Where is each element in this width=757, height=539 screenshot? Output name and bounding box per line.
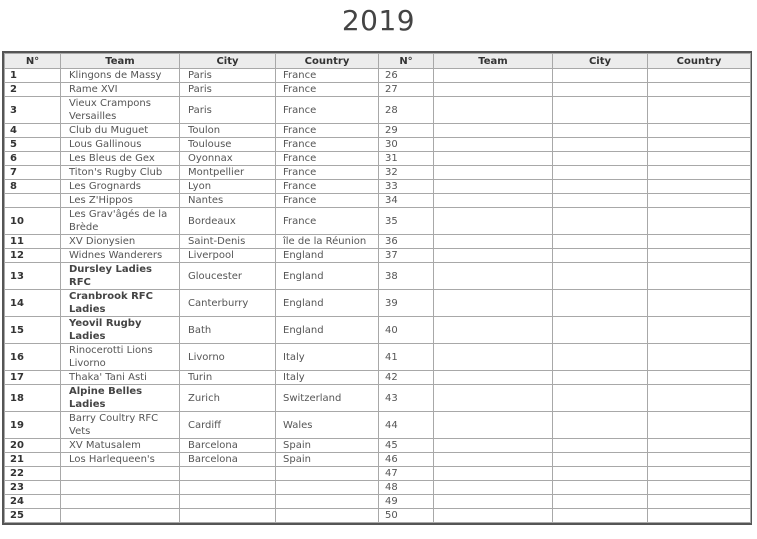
table-row [5, 69, 751, 83]
table-row [5, 344, 751, 371]
table-row [5, 495, 751, 509]
team-name [61, 467, 180, 481]
country-name-2 [648, 263, 751, 290]
country-name-2 [648, 83, 751, 97]
table-row [5, 208, 751, 235]
row-number [5, 194, 61, 208]
team-name: Les Grognards [61, 180, 180, 194]
city-name-2 [553, 124, 648, 138]
row-number: 20 [5, 439, 61, 453]
table-header-row [5, 54, 751, 69]
city-name-2 [553, 166, 648, 180]
header-team-2: Team [434, 54, 553, 69]
country-name: France [276, 152, 379, 166]
city-name-2 [553, 208, 648, 235]
team-name: Cranbrook RFC Ladies [61, 290, 180, 317]
team-name [61, 481, 180, 495]
team-name: Dursley Ladies RFC [61, 263, 180, 290]
city-name [180, 481, 276, 495]
country-name-2 [648, 317, 751, 344]
country-name-2 [648, 495, 751, 509]
row-number: 7 [5, 166, 61, 180]
city-name-2 [553, 481, 648, 495]
row-number-2: 30 [379, 138, 434, 152]
team-name: XV Matusalem [61, 439, 180, 453]
header-city: City [180, 54, 276, 69]
country-name-2 [648, 481, 751, 495]
city-name: Liverpool [180, 249, 276, 263]
city-name-2 [553, 371, 648, 385]
table-row [5, 317, 751, 344]
country-name [276, 467, 379, 481]
city-name: Zurich [180, 385, 276, 412]
country-name: Switzerland [276, 385, 379, 412]
team-name-2 [434, 249, 553, 263]
table-row [5, 152, 751, 166]
city-name-2 [553, 344, 648, 371]
city-name-2 [553, 467, 648, 481]
city-name: Bath [180, 317, 276, 344]
team-name-2 [434, 453, 553, 467]
team-name: Rinocerotti Lions Livorno [61, 344, 180, 371]
country-name: île de la Réunion [276, 235, 379, 249]
city-name-2 [553, 385, 648, 412]
row-number: 8 [5, 180, 61, 194]
city-name: Saint-Denis [180, 235, 276, 249]
city-name: Barcelona [180, 453, 276, 467]
city-name: Oyonnax [180, 152, 276, 166]
row-number: 16 [5, 344, 61, 371]
table-row [5, 138, 751, 152]
table-row [5, 180, 751, 194]
row-number: 11 [5, 235, 61, 249]
city-name: Paris [180, 97, 276, 124]
country-name: England [276, 290, 379, 317]
team-name-2 [434, 208, 553, 235]
row-number-2: 29 [379, 124, 434, 138]
page-title: 2019 [341, 4, 416, 37]
table-row [5, 385, 751, 412]
team-name-2 [434, 467, 553, 481]
country-name-2 [648, 453, 751, 467]
row-number-2: 39 [379, 290, 434, 317]
table-row [5, 371, 751, 385]
team-name: Les Bleus de Gex [61, 152, 180, 166]
city-name-2 [553, 180, 648, 194]
table-row [5, 194, 751, 208]
city-name-2 [553, 263, 648, 290]
country-name-2 [648, 124, 751, 138]
city-name-2 [553, 194, 648, 208]
row-number: 12 [5, 249, 61, 263]
city-name-2 [553, 235, 648, 249]
team-name-2 [434, 509, 553, 523]
country-name-2 [648, 208, 751, 235]
row-number-2: 41 [379, 344, 434, 371]
header-country-2: Country [648, 54, 751, 69]
row-number: 17 [5, 371, 61, 385]
country-name-2 [648, 385, 751, 412]
city-name [180, 509, 276, 523]
team-name [61, 509, 180, 523]
row-number: 14 [5, 290, 61, 317]
row-number: 2 [5, 83, 61, 97]
row-number-2: 40 [379, 317, 434, 344]
country-name: Italy [276, 344, 379, 371]
header-num-2: N° [379, 54, 434, 69]
row-number: 3 [5, 97, 61, 124]
team-name: XV Dionysien [61, 235, 180, 249]
table-row [5, 439, 751, 453]
table-body [5, 69, 751, 523]
row-number-2: 34 [379, 194, 434, 208]
table-row [5, 249, 751, 263]
city-name: Paris [180, 69, 276, 83]
country-name-2 [648, 371, 751, 385]
team-name-2 [434, 69, 553, 83]
country-name-2 [648, 180, 751, 194]
row-number-2: 26 [379, 69, 434, 83]
country-name-2 [648, 509, 751, 523]
city-name [180, 495, 276, 509]
city-name: Cardiff [180, 412, 276, 439]
city-name-2 [553, 495, 648, 509]
team-name-2 [434, 290, 553, 317]
country-name: England [276, 249, 379, 263]
table-row [5, 97, 751, 124]
team-name-2 [434, 385, 553, 412]
row-number-2: 47 [379, 467, 434, 481]
city-name: Livorno [180, 344, 276, 371]
city-name: Gloucester [180, 263, 276, 290]
city-name: Nantes [180, 194, 276, 208]
row-number: 13 [5, 263, 61, 290]
country-name-2 [648, 166, 751, 180]
row-number-2: 48 [379, 481, 434, 495]
city-name: Lyon [180, 180, 276, 194]
header-city-2: City [553, 54, 648, 69]
team-name-2 [434, 371, 553, 385]
row-number-2: 36 [379, 235, 434, 249]
team-name-2 [434, 166, 553, 180]
row-number-2: 49 [379, 495, 434, 509]
row-number: 22 [5, 467, 61, 481]
team-name: Club du Muguet [61, 124, 180, 138]
table-row [5, 124, 751, 138]
team-name-2 [434, 263, 553, 290]
country-name: Wales [276, 412, 379, 439]
table-row [5, 509, 751, 523]
team-name: Barry Coultry RFC Vets [61, 412, 180, 439]
team-name-2 [434, 97, 553, 124]
team-name: Les Grav'âgés de la Brède [61, 208, 180, 235]
city-name: Canterburry [180, 290, 276, 317]
country-name: England [276, 317, 379, 344]
teams-table-frame [2, 51, 752, 525]
table-row [5, 481, 751, 495]
country-name-2 [648, 439, 751, 453]
team-name: Lous Gallinous [61, 138, 180, 152]
row-number: 4 [5, 124, 61, 138]
city-name: Toulon [180, 124, 276, 138]
team-name: Rame XVI [61, 83, 180, 97]
country-name-2 [648, 467, 751, 481]
team-name-2 [434, 344, 553, 371]
row-number-2: 43 [379, 385, 434, 412]
country-name: Italy [276, 371, 379, 385]
country-name: France [276, 124, 379, 138]
team-name: Les Z'Hippos [61, 194, 180, 208]
team-name: Widnes Wanderers [61, 249, 180, 263]
country-name-2 [648, 235, 751, 249]
table-row [5, 166, 751, 180]
table-row [5, 83, 751, 97]
row-number-2: 45 [379, 439, 434, 453]
team-name: Yeovil Rugby Ladies [61, 317, 180, 344]
row-number-2: 35 [379, 208, 434, 235]
team-name-2 [434, 194, 553, 208]
row-number-2: 38 [379, 263, 434, 290]
country-name: England [276, 263, 379, 290]
row-number: 24 [5, 495, 61, 509]
country-name: France [276, 138, 379, 152]
city-name [180, 467, 276, 481]
city-name-2 [553, 138, 648, 152]
country-name-2 [648, 69, 751, 83]
country-name-2 [648, 138, 751, 152]
city-name-2 [553, 97, 648, 124]
table-row [5, 263, 751, 290]
country-name: France [276, 97, 379, 124]
team-name-2 [434, 124, 553, 138]
team-name-2 [434, 412, 553, 439]
country-name: France [276, 83, 379, 97]
country-name: Spain [276, 453, 379, 467]
team-name-2 [434, 235, 553, 249]
city-name-2 [553, 69, 648, 83]
country-name: France [276, 69, 379, 83]
header-num: N° [5, 54, 61, 69]
country-name [276, 495, 379, 509]
team-name-2 [434, 83, 553, 97]
team-name [61, 495, 180, 509]
row-number: 23 [5, 481, 61, 495]
country-name: France [276, 194, 379, 208]
city-name-2 [553, 83, 648, 97]
team-name: Vieux Crampons Versailles [61, 97, 180, 124]
city-name: Barcelona [180, 439, 276, 453]
row-number-2: 37 [379, 249, 434, 263]
table-row [5, 453, 751, 467]
row-number-2: 44 [379, 412, 434, 439]
city-name-2 [553, 509, 648, 523]
team-name: Titon's Rugby Club [61, 166, 180, 180]
row-number-2: 42 [379, 371, 434, 385]
team-name-2 [434, 180, 553, 194]
city-name-2 [553, 317, 648, 344]
row-number: 1 [5, 69, 61, 83]
country-name-2 [648, 97, 751, 124]
header-team: Team [61, 54, 180, 69]
row-number: 6 [5, 152, 61, 166]
city-name: Turin [180, 371, 276, 385]
country-name [276, 481, 379, 495]
row-number-2: 32 [379, 166, 434, 180]
city-name-2 [553, 412, 648, 439]
team-name-2 [434, 495, 553, 509]
team-name-2 [434, 138, 553, 152]
team-name: Klingons de Massy [61, 69, 180, 83]
city-name-2 [553, 152, 648, 166]
team-name: Los Harlequeen's [61, 453, 180, 467]
team-name-2 [434, 152, 553, 166]
row-number: 10 [5, 208, 61, 235]
row-number: 19 [5, 412, 61, 439]
team-name: Thaka' Tani Asti [61, 371, 180, 385]
country-name: France [276, 208, 379, 235]
header-country: Country [276, 54, 379, 69]
country-name [276, 509, 379, 523]
country-name: France [276, 180, 379, 194]
city-name: Bordeaux [180, 208, 276, 235]
row-number: 21 [5, 453, 61, 467]
country-name-2 [648, 249, 751, 263]
city-name-2 [553, 249, 648, 263]
row-number: 18 [5, 385, 61, 412]
city-name-2 [553, 453, 648, 467]
country-name-2 [648, 412, 751, 439]
city-name-2 [553, 290, 648, 317]
row-number-2: 46 [379, 453, 434, 467]
table-row [5, 412, 751, 439]
row-number: 15 [5, 317, 61, 344]
teams-table [4, 53, 751, 523]
country-name-2 [648, 152, 751, 166]
row-number: 5 [5, 138, 61, 152]
row-number-2: 33 [379, 180, 434, 194]
city-name: Toulouse [180, 138, 276, 152]
team-name-2 [434, 439, 553, 453]
team-name-2 [434, 481, 553, 495]
country-name: Spain [276, 439, 379, 453]
table-row [5, 467, 751, 481]
table-row [5, 235, 751, 249]
table-row [5, 290, 751, 317]
country-name: France [276, 166, 379, 180]
row-number-2: 50 [379, 509, 434, 523]
row-number-2: 28 [379, 97, 434, 124]
city-name: Montpellier [180, 166, 276, 180]
team-name: Alpine Belles Ladies [61, 385, 180, 412]
country-name-2 [648, 194, 751, 208]
country-name-2 [648, 290, 751, 317]
city-name-2 [553, 439, 648, 453]
country-name-2 [648, 344, 751, 371]
row-number-2: 31 [379, 152, 434, 166]
row-number-2: 27 [379, 83, 434, 97]
city-name: Paris [180, 83, 276, 97]
row-number: 25 [5, 509, 61, 523]
team-name-2 [434, 317, 553, 344]
